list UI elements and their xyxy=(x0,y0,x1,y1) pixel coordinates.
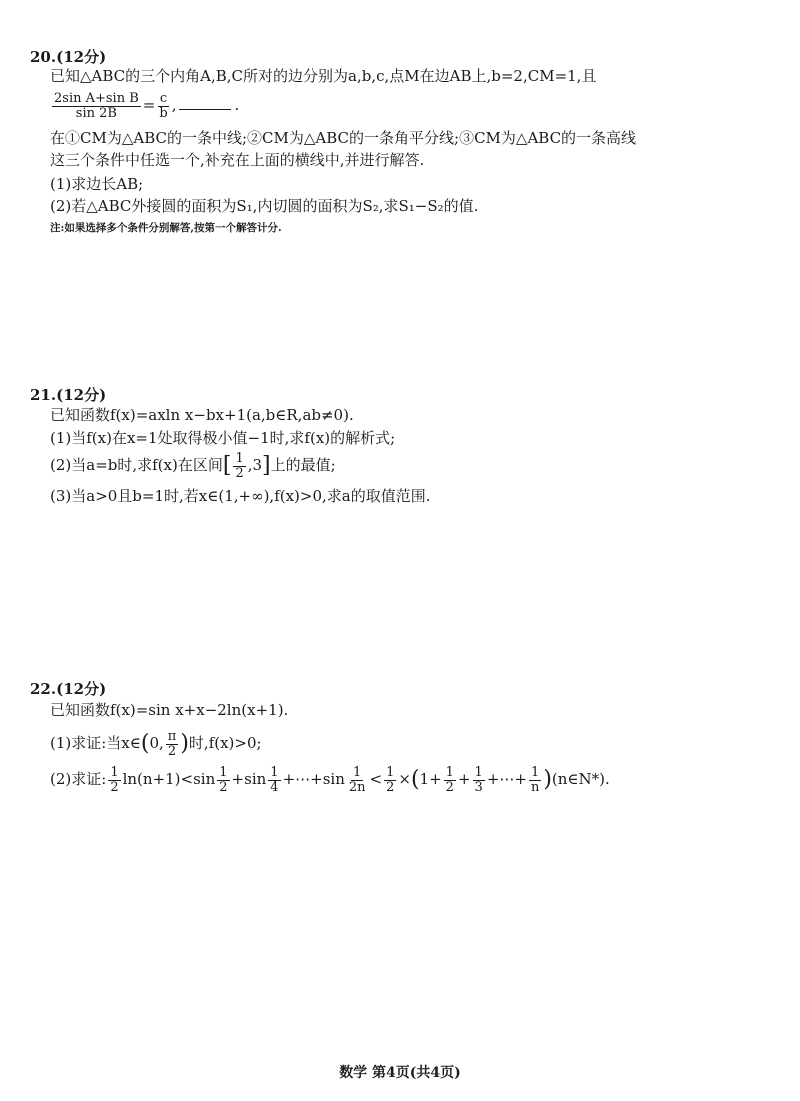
problem-20-condition: $\frac{\text{2sin A+sin B}}{\sin 2B}$ = $\frac{c}{b}$ , . xyxy=(54,91,240,121)
problem-20-instruction: 这三个条件中任选一个,补充在上面的横线中,并进行解答. xyxy=(50,151,425,169)
problem-21-q2: (2)当a=b时,求f(x)在区间[ $\frac{1}{2}$ ,3]上的最值; xyxy=(50,451,336,481)
problem-20-stem: 已知△ABC的三个内角A,B,C所对的边分别为a,b,c,点M在边AB上,b=2,CM=1,且 xyxy=(50,67,597,85)
problem-20-note: 注:如果选择多个条件分别解答,按第一个解答计分. xyxy=(50,222,282,234)
problem-22-q1: (1)求证:当x∈(0, $\frac{\pi}{2}$ )时,f(x)>0; xyxy=(50,729,262,759)
problem-20-choices: 在①CM为△ABC的一条中线;②CM为△ABC的一条角平分线;③CM为△ABC的一条高线 xyxy=(50,129,637,147)
problem-20-q1: (1)求边长AB; xyxy=(50,175,144,193)
problem-20-number: 20.(12分) xyxy=(30,48,107,66)
problem-22-q2: (2)求证: $\frac{1}{2}$ ln(n+1)<sin $\frac{1}{2}$ +sin $\frac{1}{4}$ +⋯+sin $\frac{1}{2n}$ < $\frac{1}{2}$ ×(1+ $\frac{1}{2}$ + $\frac{1}{3}$ +⋯+ $\frac{1}{n}$ )(n∈N*). xyxy=(50,765,610,795)
interval-fraction: $\frac{1}{2}$ xyxy=(235,451,244,481)
problem-21-q1: (1)当f(x)在x=1处取得极小值−1时,求f(x)的解析式; xyxy=(50,429,396,447)
pi-over-2-fraction: $\frac{\pi}{2}$ xyxy=(167,729,177,759)
condition-fraction: $\frac{\text{2sin A+sin B}}{\sin 2B}$ xyxy=(54,91,139,121)
condition-ratio: $\frac{c}{b}$ xyxy=(159,91,168,121)
page-footer: 数学 第4页(共4页) xyxy=(339,1065,461,1081)
problem-21-q3: (3)当a>0且b=1时,若x∈(1,+∞),f(x)>0,求a的取值范围. xyxy=(50,487,431,505)
answer-blank xyxy=(179,109,231,110)
problem-22-stem: 已知函数f(x)=sin x+x−2ln(x+1). xyxy=(50,701,289,719)
problem-21-stem: 已知函数f(x)=axln x−bx+1(a,b∈R,ab≠0). xyxy=(50,406,354,424)
problem-22-number: 22.(12分) xyxy=(30,680,107,698)
problem-20-q2: (2)若△ABC外接圆的面积为S₁,内切圆的面积为S₂,求S₁−S₂的值. xyxy=(50,197,479,215)
problem-21-number: 21.(12分) xyxy=(30,386,107,404)
